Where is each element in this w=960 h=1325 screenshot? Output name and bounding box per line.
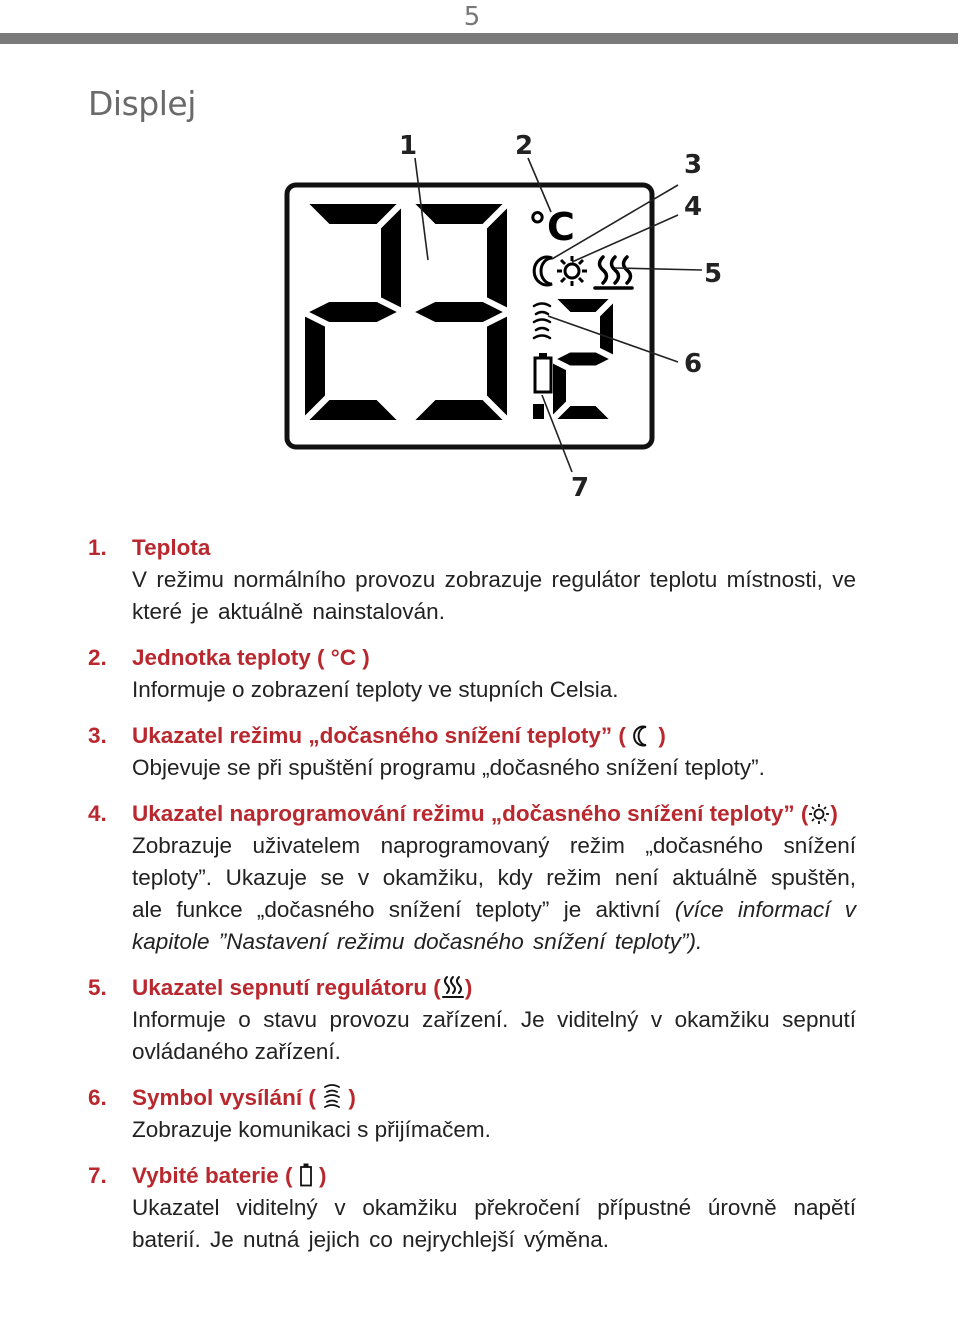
item-title: Ukazatel naprogramování režimu „dočasného snížení teploty” ( ) bbox=[132, 801, 838, 826]
item-description: Objevuje se při spuštění programu „dočasného snížení teploty”. bbox=[132, 755, 765, 780]
item-title: Jednotka teploty ( °C ) bbox=[132, 645, 370, 670]
item-title: Symbol vysílání ( ) bbox=[132, 1085, 356, 1110]
item-title: Ukazatel sepnutí regulátoru ( ) bbox=[132, 975, 473, 1000]
item-number: 7. bbox=[88, 1163, 107, 1188]
item-description: Zobrazuje komunikaci s přijímačem. bbox=[132, 1117, 491, 1142]
moon-icon bbox=[632, 725, 652, 747]
item-number: 3. bbox=[88, 723, 107, 748]
callout-6: 6 bbox=[684, 349, 703, 379]
battery-icon bbox=[299, 1163, 313, 1187]
battery-icon bbox=[535, 353, 551, 392]
item-number: 5. bbox=[88, 975, 107, 1000]
digit-ones-segment-g bbox=[413, 301, 505, 323]
list-item bbox=[88, 972, 856, 1068]
callout-2: 2 bbox=[515, 131, 534, 161]
list-item bbox=[88, 532, 856, 628]
page-number: 5 bbox=[463, 2, 481, 32]
item-title: Vybité baterie ( ) bbox=[132, 1163, 327, 1188]
callout-1: 1 bbox=[399, 131, 418, 161]
item-description: Informuje o stavu provozu zařízení. Je viditelný v okamžiku sepnutí ovládaného zařízení. bbox=[132, 1007, 856, 1064]
header-rule bbox=[0, 33, 958, 44]
digit-tens-segment-g bbox=[307, 301, 399, 323]
celsius-symbol: °C bbox=[330, 645, 357, 670]
callout-5: 5 bbox=[704, 259, 723, 289]
callout-7: 7 bbox=[571, 473, 590, 503]
digit-tenths-segment-g bbox=[555, 352, 611, 367]
item-title: Ukazatel režimu „dočasného snížení teploty” ( ) bbox=[132, 723, 666, 748]
decimal-point bbox=[533, 404, 544, 419]
heating-waves-icon bbox=[441, 975, 465, 999]
callout-3: 3 bbox=[684, 150, 703, 180]
item-description: Ukazatel viditelný v okamžiku překročení přípustné úrovně napětí baterií. Je nutná jejich co nejrychlejší výměna. bbox=[132, 1195, 856, 1252]
section-title: Displej bbox=[88, 84, 196, 123]
item-description: Zobrazuje uživatelem naprogramovaný režim „dočasného snížení teploty”. Ukazuje se v okamžiku, kdy režim není aktuálně spuštěn, ale funkce „dočasného snížení teploty” je aktivní (více informací v kapitole ”Nastavení režimu dočasného snížení teploty”). bbox=[132, 833, 856, 954]
item-description: V režimu normálního provozu zobrazuje regulátor teplotu místnosti, ve které je aktuálně nainstalován. bbox=[132, 567, 856, 624]
item-number: 2. bbox=[88, 645, 107, 670]
sun-icon bbox=[808, 803, 830, 825]
list-item bbox=[88, 720, 856, 784]
item-number: 4. bbox=[88, 801, 107, 826]
item-description: Informuje o zobrazení teploty ve stupních Celsia. bbox=[132, 677, 619, 702]
transmission-icon bbox=[322, 1083, 342, 1109]
item-number: 1. bbox=[88, 535, 107, 560]
list-item bbox=[88, 642, 856, 706]
callout-4: 4 bbox=[684, 192, 703, 222]
display-items-list bbox=[88, 532, 856, 1270]
item-title: Teplota bbox=[132, 535, 211, 560]
list-item bbox=[88, 1082, 856, 1146]
list-item bbox=[88, 798, 856, 958]
lcd-display-diagram bbox=[270, 120, 750, 510]
celsius-unit-icon: °C bbox=[528, 205, 575, 249]
list-item bbox=[88, 1160, 856, 1256]
item-number: 6. bbox=[88, 1085, 107, 1110]
